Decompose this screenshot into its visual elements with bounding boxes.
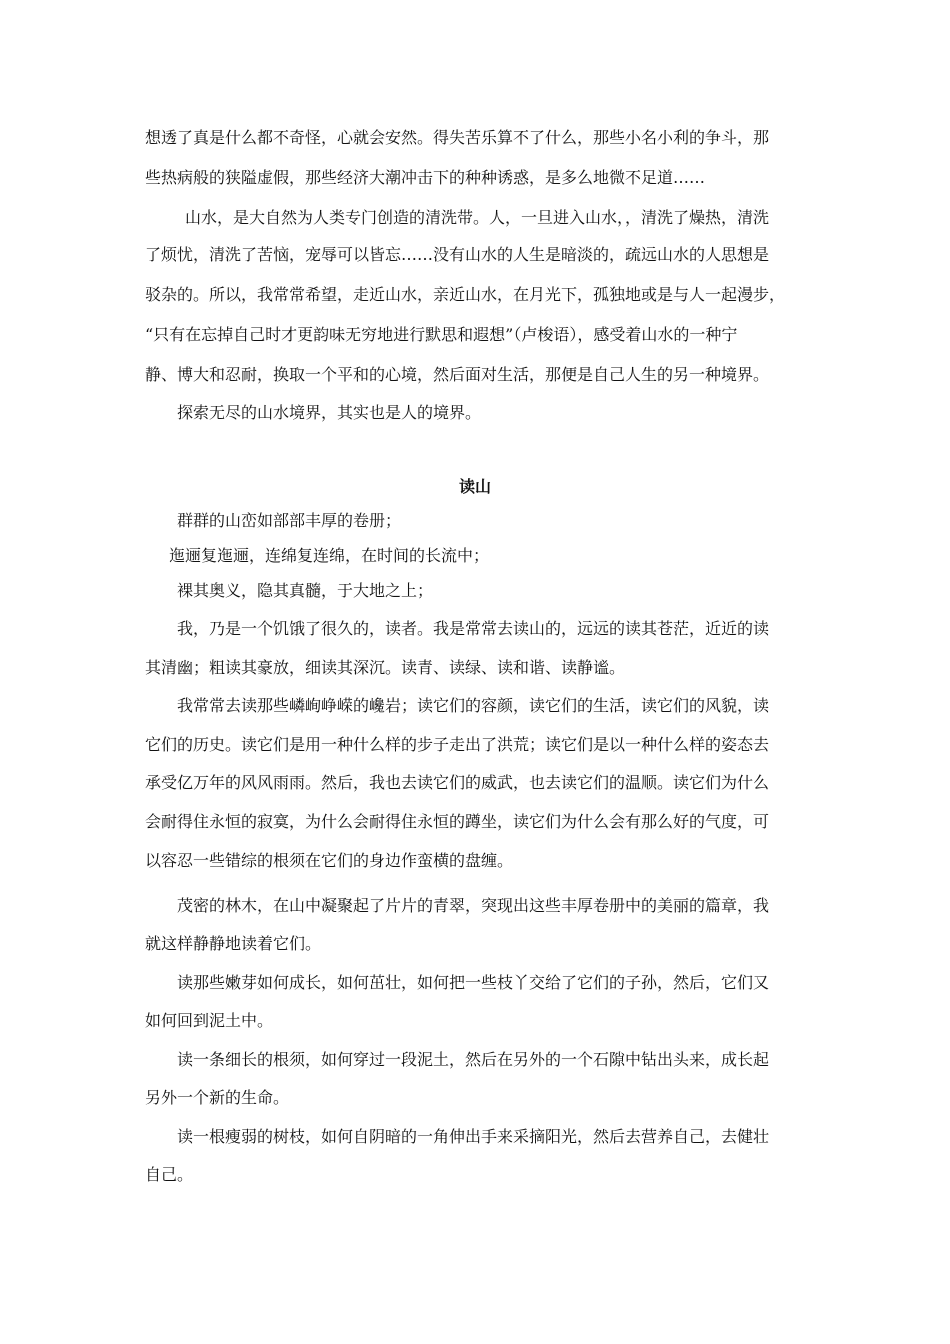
paragraph-line: 了烦忧，清洗了苦恼，宠辱可以皆忘……没有山水的人生是暗淡的，疏远山水的人思想是 (145, 245, 770, 264)
section-title: 读山 (458, 477, 491, 496)
paragraph-line: 探索无尽的山水境界，其实也是人的境界。 (177, 403, 482, 422)
paragraph-line: 以容忍一些错综的根须在它们的身边作蛮横的盘缠。 (145, 851, 514, 870)
paragraph-line: 静、博大和忍耐，换取一个平和的心境，然后面对生活，那便是自己人生的另一种境界。 (145, 365, 770, 384)
paragraph-line: 我，乃是一个饥饿了很久的，读者。我是常常去读山的，远远的读其苍茫，近近的读 (177, 619, 770, 638)
paragraph-line: 驳杂的。所以，我常常希望，走近山水，亲近山水，在月光下，孤独地或是与人一起漫步， (145, 285, 786, 304)
paragraph-line: 读那些嫩芽如何成长，如何茁壮，如何把一些枝丫交给了它们的子孙，然后，它们又 (177, 973, 770, 992)
paragraph-line: 它们的历史。读它们是用一种什么样的步子走出了洪荒；读它们是以一种什么样的姿态去 (145, 735, 770, 754)
paragraph-line: 读一条细长的根须，如何穿过一段泥土，然后在另外的一个石隙中钻出头来，成长起 (177, 1050, 770, 1069)
paragraph-line: 就这样静静地读着它们。 (145, 934, 322, 953)
paragraph-line: 想透了真是什么都不奇怪，心就会安然。得失苦乐算不了什么，那些小名小利的争斗，那 (145, 128, 770, 147)
paragraph-line: “只有在忘掉自己时才更韵味无穷地进行默思和遐想”（卢梭语），感受着山水的一种宁 (145, 325, 738, 344)
paragraph-line: 承受亿万年的风风雨雨。然后，我也去读它们的威武，也去读它们的温顺。读它们为什么 (145, 773, 770, 792)
paragraph-line: 山水，是大自然为人类专门创造的清洗带。人，一旦进入山水，，清洗了燥热，清洗 (185, 208, 770, 227)
poem-line: 裸其奥义，隐其真髓，于大地之上； (177, 581, 434, 600)
poem-line: 群群的山峦如部部丰厚的卷册； (177, 511, 402, 530)
paragraph-line: 茂密的林木，在山中凝聚起了片片的青翠，突现出这些丰厚卷册中的美丽的篇章，我 (177, 896, 770, 915)
paragraph-line: 如何回到泥土中。 (145, 1011, 274, 1030)
paragraph-line: 其清幽；粗读其豪放，细读其深沉。读青、读绿、读和谐、读静谧。 (145, 658, 626, 677)
poem-line: 迤逦复迤逦，连绵复连绵，在时间的长流中； (169, 546, 490, 565)
paragraph-line: 些热病般的狭隘虚假，那些经济大潮冲击下的种种诱惑，是多么地微不足道…… (145, 168, 706, 187)
paragraph-line: 自己。 (145, 1165, 194, 1184)
paragraph-line: 另外一个新的生命。 (145, 1088, 290, 1107)
paragraph-line: 我常常去读那些嶙峋峥嵘的巉岩；读它们的容颜，读它们的生活，读它们的风貌，读 (177, 696, 770, 715)
paragraph-line: 会耐得住永恒的寂寞，为什么会耐得住永恒的蹲坐，读它们为什么会有那么好的气度，可 (145, 812, 770, 831)
paragraph-line: 读一根瘦弱的树枝，如何自阴暗的一角伸出手来采摘阳光，然后去营养自己，去健壮 (177, 1127, 770, 1146)
